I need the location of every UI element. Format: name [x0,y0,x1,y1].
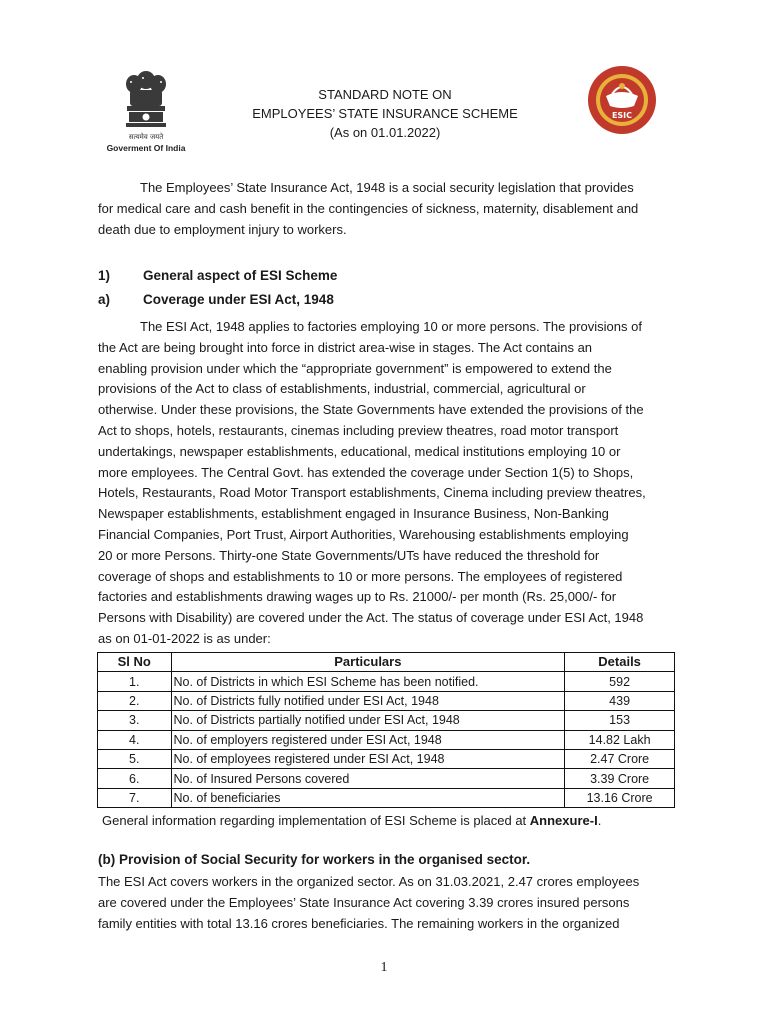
title-line-2: EMPLOYEES’ STATE INSURANCE SCHEME [252,106,518,121]
title-line-3: (As on 01.01.2022) [329,125,441,140]
table-row [98,711,675,730]
coverage-paragraph [98,317,678,650]
cell-particulars: No. of Insured Persons covered [171,769,565,788]
section-b-line: family entities with total 13.16 crores beneficiaries. The remaining workers in the organized [98,915,620,931]
column-header-particulars: Particulars [171,653,565,672]
cell-sl-no: 2. [98,691,172,710]
column-header-sl-no: Sl No [98,653,172,672]
cell-sl-no: 4. [98,730,172,749]
annexure-reference: Annexure-I [529,813,598,828]
coverage-line: the Act are being brought into force in district area-wise in stages. The Act contains an [98,339,593,355]
cell-particulars: No. of Districts partially notified under ESI Act, 1948 [171,711,565,730]
cell-sl-no: 5. [98,749,172,768]
section-1-number: 1) [98,268,111,283]
section-b-heading: (b) Provision of Social Security for workers in the organised sector. [98,852,531,867]
lion-capital-icon [121,66,171,132]
section-b-line: are covered under the Employees’ State Insurance Act covering 3.39 crores insured persons [98,894,630,910]
section-a-heading [98,292,334,307]
intro-paragraph [98,178,678,240]
section-b-paragraph [98,872,678,934]
cell-details: 14.82 Lakh [565,730,675,749]
cell-details: 13.16 Crore [565,788,675,807]
document-title [210,85,560,142]
coverage-line: provisions of the Act to class of establishments, industrial, commercial, agricultural or [98,381,586,397]
section-b-line: The ESI Act covers workers in the organized sector. As on 31.03.2021, 2.47 crores employees [98,874,640,889]
cell-particulars: No. of Districts in which ESI Scheme has been notified. [171,672,565,691]
coverage-line: undertakings, newspaper establishments, educational, medical institutions employing 10 or [98,443,621,459]
government-label: Goverment Of India [106,143,186,153]
national-emblem [104,66,188,162]
esic-logo-icon [566,66,678,138]
section-a-number: a) [98,292,111,307]
section-a-title: Coverage under ESI Act, 1948 [143,292,334,307]
column-header-details: Details [565,653,675,672]
cell-sl-no: 6. [98,769,172,788]
cell-details: 2.47 Crore [565,749,675,768]
intro-line: for medical care and cash benefit in the contingencies of sickness, maternity, disablement and [98,200,639,216]
title-line-1: STANDARD NOTE ON [318,87,452,102]
table-header-row [98,653,675,672]
table-row [98,672,675,691]
coverage-line: Act to shops, hotels, restaurants, cinemas including preview theatres, road motor transport [98,422,619,438]
cell-particulars: No. of employees registered under ESI Act, 1948 [171,749,565,768]
cell-sl-no: 1. [98,672,172,691]
section-1-heading [98,268,337,283]
coverage-line: The ESI Act, 1948 applies to factories employing 10 or more persons. The provisions of [140,319,642,334]
table-row [98,691,675,710]
annexure-note [102,813,601,828]
annexure-note-end: . [597,813,602,828]
coverage-line: Persons with Disability) are covered under the Act. The status of coverage under ESI Act, 1948 [98,610,644,626]
cell-sl-no: 3. [98,711,172,730]
cell-details: 3.39 Crore [565,769,675,788]
page-number: 1 [380,960,388,975]
table-row [98,788,675,807]
intro-line: death due to employment injury to workers. [98,221,347,237]
annexure-note-text: General information regarding implementation of ESI Scheme is placed at [102,813,530,828]
cell-particulars: No. of beneficiaries [171,788,565,807]
intro-line: The Employees’ State Insurance Act, 1948 is a social security legislation that provides [140,180,634,195]
coverage-table [97,652,675,808]
coverage-line: as on 01-01-2022 is as under: [98,630,271,646]
cell-details: 592 [565,672,675,691]
coverage-line: Hotels, Restaurants, Road Motor Transport establishments, Cinema including preview theatres, [98,485,646,501]
table-row [98,749,675,768]
table-row [98,730,675,749]
cell-particulars: No. of Districts fully notified under ESI Act, 1948 [171,691,565,710]
esic-logo-text: ESIC [611,111,633,120]
coverage-line: otherwise. Under these provisions, the State Governments have extended the provisions of the [98,402,644,418]
coverage-line: more employees. The Central Govt. has extended the coverage under Section 1(5) to Shops, [98,464,634,480]
coverage-line: Newspaper establishments, establishment engaged in Insurance Business, Non-Banking [98,506,609,522]
coverage-line: coverage of shops and establishments to 10 or more persons. The employees of registered [98,568,623,584]
coverage-line: Financial Companies, Port Trust, Airport Authorities, Warehousing establishments employing [98,526,629,542]
emblem-motto: सत्यमेव जयते [128,133,164,141]
table-row [98,769,675,788]
section-1-title: General aspect of ESI Scheme [143,268,338,283]
cell-details: 439 [565,691,675,710]
cell-details: 153 [565,711,675,730]
cell-sl-no: 7. [98,788,172,807]
coverage-line: factories and establishments drawing wages up to Rs. 21000/- per month (Rs. 25,000/- for [98,589,617,605]
coverage-line: 20 or more Persons. Thirty-one State Governments/UTs have reduced the threshold for [98,547,600,563]
coverage-line: enabling provision under which the “appropriate government” is empowered to extend the [98,360,612,376]
esic-logo [566,66,678,138]
cell-particulars: No. of employers registered under ESI Act, 1948 [171,730,565,749]
